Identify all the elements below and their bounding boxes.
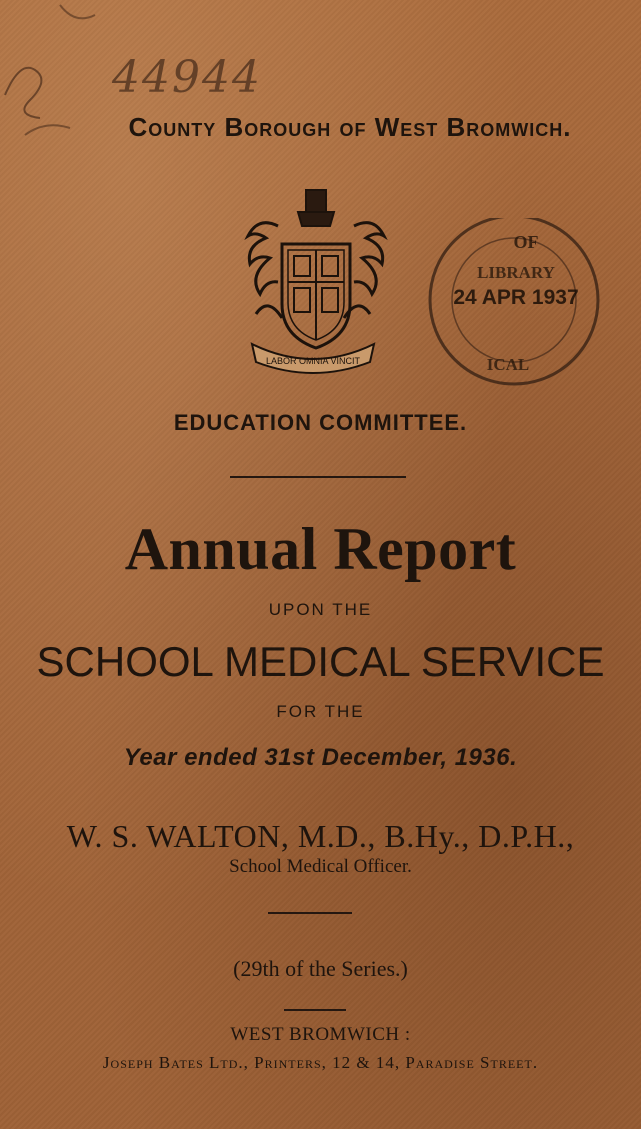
report-title: Annual Report bbox=[124, 516, 517, 582]
upon-the-label: UPON THE bbox=[268, 600, 373, 619]
imprint-place: WEST BROMWICH : bbox=[230, 1024, 411, 1045]
divider-rule bbox=[230, 476, 406, 478]
author-role: School Medical Officer. bbox=[229, 856, 412, 877]
committee-heading: EDUCATION COMMITTEE. bbox=[173, 410, 468, 435]
library-stamp-icon bbox=[404, 218, 604, 398]
stamp-top-text: OF bbox=[513, 232, 539, 252]
report-year: Year ended 31st December, 1936. bbox=[123, 744, 518, 771]
for-the-label: FOR THE bbox=[276, 702, 365, 721]
borough-crest-icon bbox=[238, 186, 388, 382]
stamp-library: LIBRARY bbox=[477, 263, 555, 282]
series-number: (29th of the Series.) bbox=[233, 956, 408, 981]
crest-motto: LABOR OMNIA VINCIT bbox=[265, 356, 361, 366]
stamp-date: 24 APR 1937 bbox=[453, 286, 579, 309]
borough-heading: County Borough of West Bromwich. bbox=[128, 112, 572, 142]
author-name: W. S. WALTON, M.D., B.Hy., D.P.H., bbox=[66, 818, 575, 854]
divider-rule bbox=[268, 912, 352, 914]
handwritten-accession-number: 44944 bbox=[112, 52, 262, 103]
divider-rule bbox=[284, 1009, 346, 1011]
imprint-printer: Joseph Bates Ltd., Printers, 12 & 14, Paradise Street. bbox=[102, 1053, 539, 1072]
stamp-bottom-text: ICAL bbox=[486, 355, 530, 374]
service-title: SCHOOL MEDICAL SERVICE bbox=[36, 638, 605, 685]
